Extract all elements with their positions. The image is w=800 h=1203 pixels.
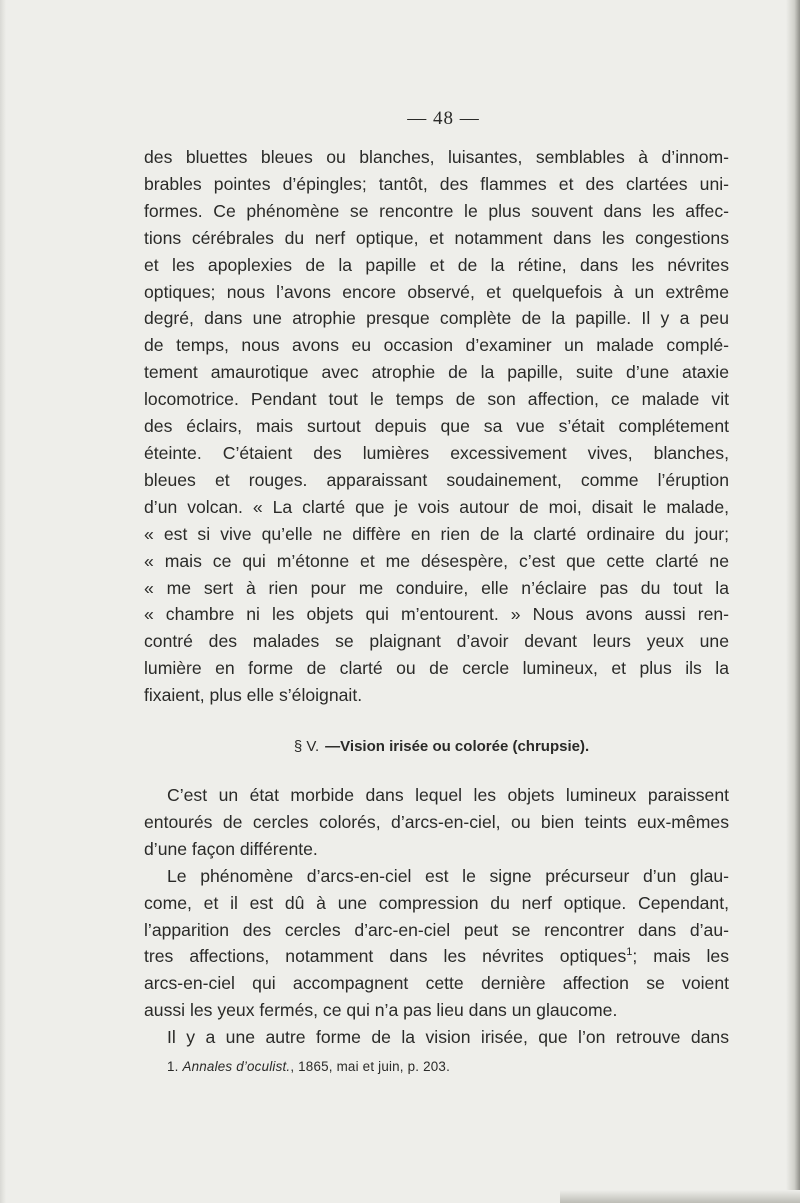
text-line: « mais ce qui m’étonne et me désespère, c’est que cette clarté ne (144, 550, 729, 571)
text-line: Le phénomène d’arcs-en-ciel est le signe précurseur d’un glau- (167, 865, 729, 886)
footnote-number: 1. (167, 1059, 179, 1075)
page-number: — 48 — (407, 108, 480, 129)
section-title: —Vision irisée ou colorée (chrupsie). (325, 738, 590, 756)
paragraph-continuation (144, 1024, 729, 1051)
text-line: « est si vive qu’elle ne diffère en rien de la clarté ordinaire du jour; (144, 523, 729, 544)
text-line: degré, dans une atrophie presque complète de la papille. Il y a peu (144, 308, 729, 329)
text-line: « chambre ni les objets qui m’entourent. » Nous avons aussi ren- (144, 604, 729, 625)
footnote-text: , 1865, mai et juin, p. 203. (290, 1059, 451, 1075)
footnote-title: Annales d’oculist. (182, 1059, 291, 1075)
paragraph-phosphenes (144, 144, 729, 709)
text-line: brables pointes d’épingles; tantôt, des flammes et des clartées uni- (144, 173, 729, 194)
text-line: aussi les yeux fermés, ce qui n’a pas lieu dans un glaucome. (144, 1000, 618, 1021)
paragraph-definition (144, 782, 729, 863)
text-line: contré des malades se plaignant d’avoir devant leurs yeux une (144, 631, 729, 652)
text-line: entourés de cercles colorés, d’arcs-en-ciel, ou bien teints eux-mêmes (144, 811, 729, 832)
text-line: et les apoplexies de la papille et de la rétine, dans les névrites (144, 254, 729, 275)
text-line: des bluettes bleues ou blanches, luisantes, semblables à d’innom- (144, 147, 729, 167)
text-line: locomotrice. Pendant tout le temps de son affection, ce malade vit (144, 389, 729, 410)
text-line: des éclairs, mais surtout depuis que sa vue s’était complétement (144, 416, 729, 437)
text-line: come, et il est dû à une compression du nerf optique. Cependant, (144, 892, 729, 913)
text-line: de temps, nous avons eu occasion d’examiner un malade complé- (144, 335, 729, 356)
text-line: formes. Ce phénomène se rencontre le plus souvent dans les affec- (144, 200, 729, 221)
page-content (144, 108, 729, 1074)
text-line: l’apparition des cercles d’arc-en-ciel peut se rencontrer dans d’au- (144, 919, 729, 940)
page-right-edge (786, 0, 800, 1203)
section-symbol: § V. (293, 738, 320, 756)
footnote (167, 1059, 729, 1074)
text-line: « me sert à rien pour me conduire, elle n’éclaire pas du tout la (144, 577, 729, 598)
paragraph-glaucoma (144, 863, 729, 1024)
text-line: bleues et rouges. apparaissant soudainement, comme l’éruption (144, 469, 729, 490)
text-line: tions cérébrales du nerf optique, et notamment dans les congestions (144, 227, 729, 248)
text-line: d’une façon différente. (144, 838, 318, 859)
text-segment: tres affections, notamment dans les névrites optiques (144, 946, 627, 967)
text-line: C’est un état morbide dans lequel les objets lumineux paraissent (167, 785, 729, 806)
text-line: éteinte. C’étaient des lumières excessivement vives, blanches, (144, 442, 729, 463)
page-bottom-shadow (560, 1190, 800, 1203)
text-line: d’un volcan. « La clarté que je vois autour de moi, disait le malade, (144, 496, 729, 517)
footnote-reference: 1 (626, 946, 633, 959)
text-line: optiques; nous l’avons encore observé, et quelquefois à un extrême (144, 281, 729, 302)
text-line: lumière en forme de clarté ou de cercle lumineux, et plus ils la (144, 658, 729, 679)
text-line (144, 943, 729, 970)
text-line: tement amaurotique avec atrophie de la papille, suite d’une ataxie (144, 362, 729, 383)
text-line: Il y a une autre forme de la vision irisée, que l’on retrouve dans (167, 1027, 729, 1048)
text-line: arcs-en-ciel qui accompagnent cette dernière affection se voient (144, 973, 729, 994)
text-line: fixaient, plus elle s’éloignait. (144, 685, 363, 706)
page-left-edge (0, 0, 6, 1203)
text-segment: ; mais les (632, 946, 729, 967)
section-heading (144, 738, 729, 755)
